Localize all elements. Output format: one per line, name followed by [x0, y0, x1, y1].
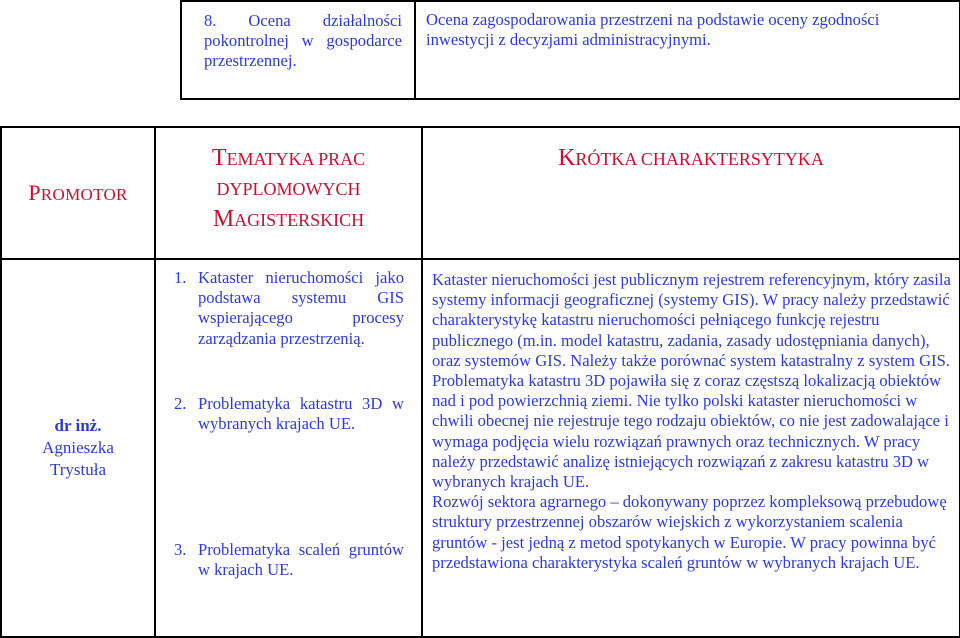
description-paragraph: Kataster nieruchomości jest publicznym rejestrem referencyjnym, który zasila systemy informacji geograficznej (systemy GIS). W pracy należy przedstawić charakterystykę katastru nieruchomości pełniącego funkcję rejestru publicznego (m.in. model katastru, zadania, zasady udostępniania danych), oraz systemów GIS. Należy także porównać system katastralny z system GIS.	[432, 270, 951, 370]
header-topics-line1-rest: EMATYKA PRAC	[226, 149, 366, 169]
header-description	[422, 127, 960, 259]
previous-description-text: Ocena zagospodarowania przestrzeni na podstawie oceny zgodności inwestycji z decyzjami administracyjnymi.	[426, 10, 880, 49]
topics-cell	[155, 259, 422, 637]
header-topics-line1-first: T	[211, 145, 227, 171]
previous-topic-table	[180, 0, 960, 100]
topic-text: Problematyka scaleń gruntów w krajach UE.	[198, 540, 404, 580]
table-header-row	[1, 127, 960, 259]
table-row	[1, 259, 960, 637]
header-topics	[155, 127, 422, 259]
thesis-topics-table	[0, 126, 960, 638]
header-topics-line3-rest: AGISTERSKICH	[234, 210, 365, 230]
description-paragraph: Rozwój sektora agrarnego – dokonywany poprzez kompleksową przebudowę struktury przestrzennej obszarów wiejskich z wykorzystaniem scalenia gruntów - jest jedną z metod spotykanych w Europie. W pracy powinna być przedstawiona charakterystyka scaleń gruntów w wybranych krajach UE.	[432, 492, 947, 572]
promotor-first-name: Agnieszka	[42, 438, 114, 457]
header-description-rest: RÓTKA CHARAKTERSYTYKA	[575, 149, 824, 169]
topic-number: 3.	[174, 540, 187, 559]
promotor-last-name: Trystuła	[49, 460, 107, 479]
promotor-cell	[1, 259, 155, 637]
previous-description-cell	[415, 1, 960, 99]
previous-topic-text: 8. Ocena działalności pokontrolnej w gospodarce przestrzennej.	[204, 11, 402, 70]
promotor-name	[2, 415, 154, 481]
descriptions-cell	[422, 259, 960, 637]
header-description-first: K	[558, 145, 576, 171]
topic-number: 2.	[174, 394, 187, 413]
promotor-title: dr inż.	[54, 416, 102, 435]
topic-number: 1.	[174, 268, 187, 287]
header-topics-line3	[156, 204, 421, 235]
header-promotor	[1, 127, 155, 259]
header-topics-line3-first: M	[212, 206, 235, 232]
description-paragraph: Problematyka katastru 3D pojawiła się z coraz częstszą lokalizacją obiektów nad i pod powierzchnią ziemi. Nie tylko polski kataster nieruchomości w chwili obecnej nie rejestruje tego rodzaju obiektów, co nie jest zadowalające i wymaga podjęcia wielu rozwiązań prawnych oraz technicznych. W pracy należy przedstawić analizę istniejących rozwiązań z zakresu katastru 3D w wybranych krajach UE.	[432, 371, 949, 492]
header-topics-line2	[156, 174, 421, 204]
header-topics-line1	[156, 143, 421, 174]
topic-text: Problematyka katastru 3D w wybranych krajach UE.	[198, 394, 404, 434]
header-topics-line2-text: DYPLOMOWYCH	[216, 179, 361, 199]
previous-topic-cell	[181, 1, 415, 99]
topic-text: Kataster nieruchomości jako podstawa systemu GIS wspierającego procesy zarządzania przestrzenią.	[198, 268, 404, 348]
header-promotor-first: P	[28, 180, 41, 205]
header-promotor-rest: ROMOTOR	[40, 185, 128, 204]
